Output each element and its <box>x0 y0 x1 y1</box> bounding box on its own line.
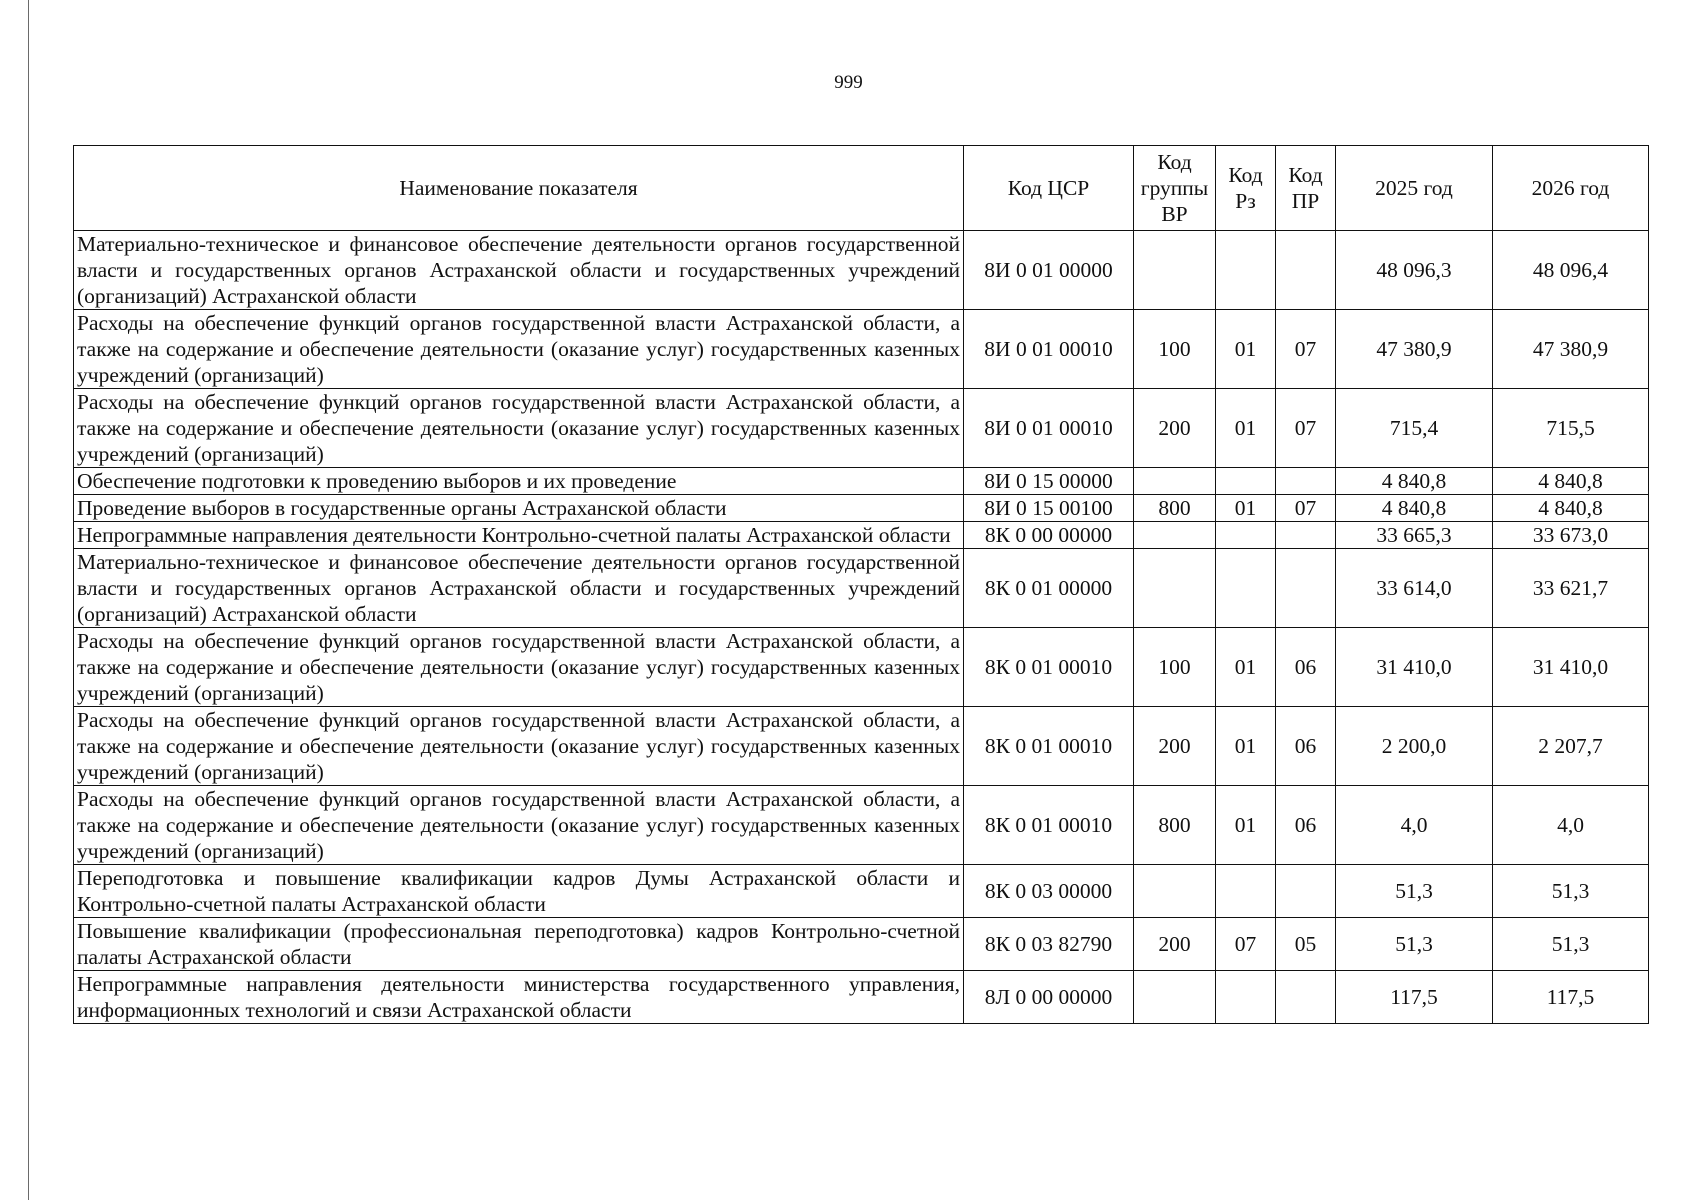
cell-name: Материально-техническое и финансовое обеспечение деятельности органов государственной власти и государственных органов Астраханской области и государственных учреждений (организаций) Астраханской области <box>74 231 964 310</box>
cell-year-2026: 715,5 <box>1493 389 1649 468</box>
table-row <box>74 707 1649 786</box>
cell-year-2025: 4,0 <box>1336 786 1493 865</box>
cell-name: Обеспечение подготовки к проведению выборов и их проведение <box>74 468 964 495</box>
cell-year-2025: 51,3 <box>1336 865 1493 918</box>
cell-pr-code <box>1276 549 1336 628</box>
cell-pr-code: 05 <box>1276 918 1336 971</box>
table-row <box>74 786 1649 865</box>
cell-vr-code <box>1134 468 1216 495</box>
table-header <box>74 146 1649 231</box>
cell-vr-code <box>1134 971 1216 1024</box>
header-pr-code: Код ПР <box>1276 146 1336 231</box>
cell-year-2026: 4 840,8 <box>1493 468 1649 495</box>
cell-pr-code: 06 <box>1276 786 1336 865</box>
table-row <box>74 549 1649 628</box>
table-row <box>74 865 1649 918</box>
cell-name: Переподготовка и повышение квалификации кадров Думы Астраханской области и Контрольно-счетной палаты Астраханской области <box>74 865 964 918</box>
cell-year-2026: 33 673,0 <box>1493 522 1649 549</box>
cell-vr-code: 100 <box>1134 310 1216 389</box>
cell-rz-code: 07 <box>1216 918 1276 971</box>
cell-csr-code: 8И 0 01 00000 <box>964 231 1134 310</box>
cell-pr-code: 07 <box>1276 310 1336 389</box>
cell-pr-code <box>1276 971 1336 1024</box>
cell-name: Материально-техническое и финансовое обеспечение деятельности органов государственной власти и государственных органов Астраханской области и государственных учреждений (организаций) Астраханской области <box>74 549 964 628</box>
cell-year-2026: 48 096,4 <box>1493 231 1649 310</box>
cell-pr-code <box>1276 231 1336 310</box>
cell-year-2025: 51,3 <box>1336 918 1493 971</box>
cell-vr-code <box>1134 231 1216 310</box>
cell-pr-code: 07 <box>1276 389 1336 468</box>
cell-rz-code: 01 <box>1216 707 1276 786</box>
cell-vr-code <box>1134 522 1216 549</box>
cell-name: Непрограммные направления деятельности Контрольно-счетной палаты Астраханской области <box>74 522 964 549</box>
cell-vr-code <box>1134 865 1216 918</box>
binding-edge-line <box>28 0 29 1200</box>
cell-vr-code: 200 <box>1134 918 1216 971</box>
cell-csr-code: 8К 0 01 00010 <box>964 707 1134 786</box>
header-vr-code: Код группы ВР <box>1134 146 1216 231</box>
cell-pr-code <box>1276 522 1336 549</box>
header-year-2026: 2026 год <box>1493 146 1649 231</box>
cell-pr-code: 06 <box>1276 707 1336 786</box>
cell-year-2026: 51,3 <box>1493 918 1649 971</box>
cell-year-2025: 4 840,8 <box>1336 468 1493 495</box>
cell-rz-code <box>1216 549 1276 628</box>
cell-csr-code: 8К 0 01 00000 <box>964 549 1134 628</box>
cell-name: Расходы на обеспечение функций органов государственной власти Астраханской области, а также на содержание и обеспечение деятельности (оказание услуг) государственных казенных учреждений (организаций) <box>74 707 964 786</box>
cell-year-2025: 48 096,3 <box>1336 231 1493 310</box>
header-row <box>74 146 1649 231</box>
cell-csr-code: 8И 0 15 00000 <box>964 468 1134 495</box>
cell-name: Расходы на обеспечение функций органов государственной власти Астраханской области, а также на содержание и обеспечение деятельности (оказание услуг) государственных казенных учреждений (организаций) <box>74 786 964 865</box>
cell-rz-code <box>1216 522 1276 549</box>
cell-rz-code: 01 <box>1216 786 1276 865</box>
header-year-2025: 2025 год <box>1336 146 1493 231</box>
cell-year-2025: 4 840,8 <box>1336 495 1493 522</box>
table-row <box>74 495 1649 522</box>
cell-rz-code: 01 <box>1216 628 1276 707</box>
cell-year-2026: 117,5 <box>1493 971 1649 1024</box>
table-row <box>74 918 1649 971</box>
cell-rz-code: 01 <box>1216 389 1276 468</box>
cell-pr-code <box>1276 468 1336 495</box>
cell-vr-code: 200 <box>1134 389 1216 468</box>
cell-rz-code <box>1216 865 1276 918</box>
header-name: Наименование показателя <box>74 146 964 231</box>
cell-year-2025: 33 665,3 <box>1336 522 1493 549</box>
cell-year-2026: 33 621,7 <box>1493 549 1649 628</box>
cell-name: Непрограммные направления деятельности министерства государственного управления, информационных технологий и связи Астраханской области <box>74 971 964 1024</box>
header-rz-code: Код Рз <box>1216 146 1276 231</box>
cell-year-2026: 51,3 <box>1493 865 1649 918</box>
table-row <box>74 522 1649 549</box>
cell-csr-code: 8И 0 01 00010 <box>964 389 1134 468</box>
table-body <box>74 231 1649 1024</box>
cell-name: Расходы на обеспечение функций органов государственной власти Астраханской области, а также на содержание и обеспечение деятельности (оказание услуг) государственных казенных учреждений (организаций) <box>74 628 964 707</box>
cell-csr-code: 8К 0 01 00010 <box>964 628 1134 707</box>
cell-pr-code <box>1276 865 1336 918</box>
cell-vr-code: 200 <box>1134 707 1216 786</box>
cell-vr-code: 100 <box>1134 628 1216 707</box>
cell-rz-code: 01 <box>1216 310 1276 389</box>
table-row <box>74 231 1649 310</box>
table-row <box>74 971 1649 1024</box>
table-row <box>74 310 1649 389</box>
cell-vr-code: 800 <box>1134 495 1216 522</box>
cell-name: Проведение выборов в государственные органы Астраханской области <box>74 495 964 522</box>
cell-csr-code: 8Л 0 00 00000 <box>964 971 1134 1024</box>
cell-year-2025: 33 614,0 <box>1336 549 1493 628</box>
page-number: 999 <box>834 72 863 93</box>
cell-rz-code <box>1216 468 1276 495</box>
table-row <box>74 628 1649 707</box>
cell-year-2026: 2 207,7 <box>1493 707 1649 786</box>
cell-vr-code <box>1134 549 1216 628</box>
cell-csr-code: 8И 0 15 00100 <box>964 495 1134 522</box>
cell-rz-code <box>1216 231 1276 310</box>
cell-name: Расходы на обеспечение функций органов государственной власти Астраханской области, а также на содержание и обеспечение деятельности (оказание услуг) государственных казенных учреждений (организаций) <box>74 389 964 468</box>
cell-year-2026: 47 380,9 <box>1493 310 1649 389</box>
cell-pr-code: 06 <box>1276 628 1336 707</box>
cell-year-2026: 31 410,0 <box>1493 628 1649 707</box>
cell-csr-code: 8К 0 03 82790 <box>964 918 1134 971</box>
table-row <box>74 468 1649 495</box>
table-row <box>74 389 1649 468</box>
cell-year-2026: 4,0 <box>1493 786 1649 865</box>
header-csr-code: Код ЦСР <box>964 146 1134 231</box>
cell-year-2025: 715,4 <box>1336 389 1493 468</box>
cell-pr-code: 07 <box>1276 495 1336 522</box>
cell-vr-code: 800 <box>1134 786 1216 865</box>
cell-year-2025: 31 410,0 <box>1336 628 1493 707</box>
cell-year-2025: 117,5 <box>1336 971 1493 1024</box>
cell-csr-code: 8К 0 01 00010 <box>964 786 1134 865</box>
cell-rz-code <box>1216 971 1276 1024</box>
cell-csr-code: 8К 0 00 00000 <box>964 522 1134 549</box>
cell-year-2026: 4 840,8 <box>1493 495 1649 522</box>
cell-year-2025: 47 380,9 <box>1336 310 1493 389</box>
cell-year-2025: 2 200,0 <box>1336 707 1493 786</box>
cell-name: Расходы на обеспечение функций органов государственной власти Астраханской области, а также на содержание и обеспечение деятельности (оказание услуг) государственных казенных учреждений (организаций) <box>74 310 964 389</box>
cell-name: Повышение квалификации (профессиональная переподготовка) кадров Контрольно-счетной палаты Астраханской области <box>74 918 964 971</box>
cell-rz-code: 01 <box>1216 495 1276 522</box>
budget-table <box>73 145 1649 1024</box>
cell-csr-code: 8И 0 01 00010 <box>964 310 1134 389</box>
cell-csr-code: 8К 0 03 00000 <box>964 865 1134 918</box>
